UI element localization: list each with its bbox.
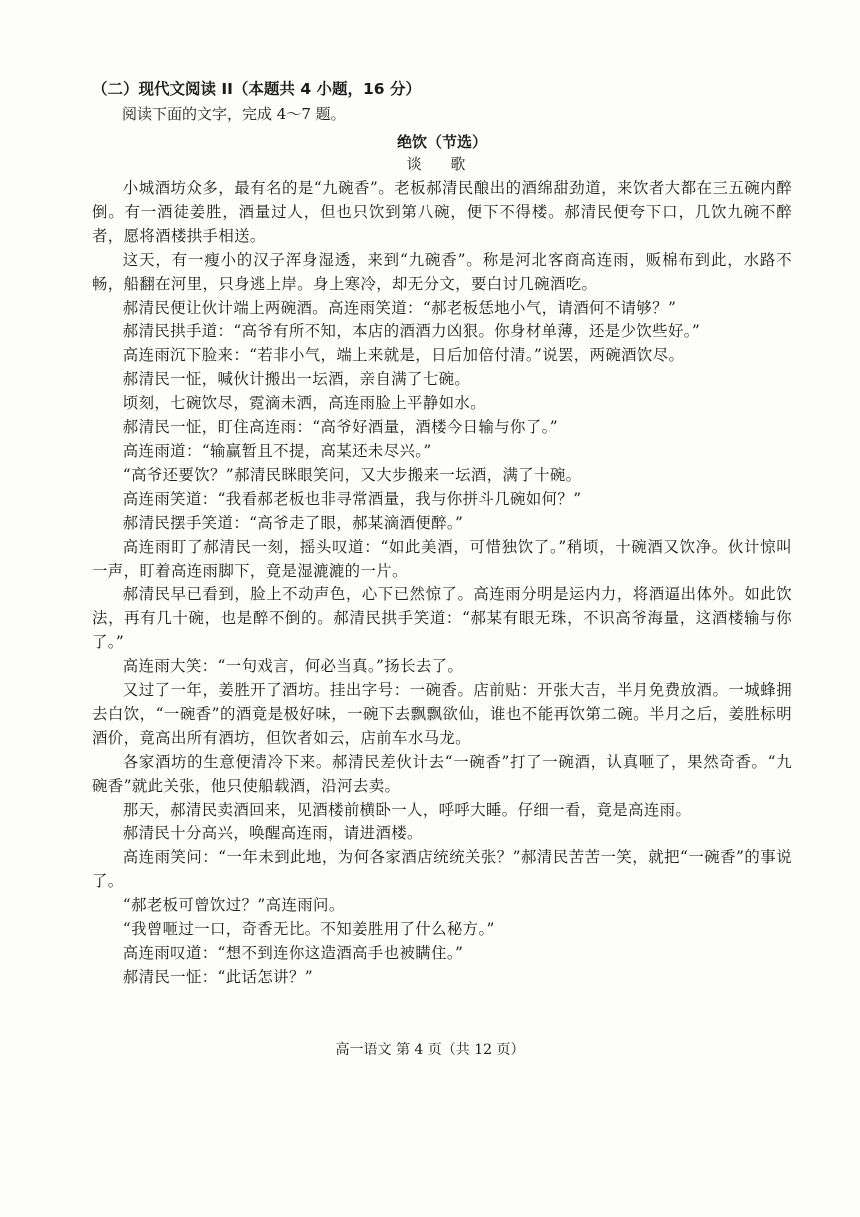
story-paragraph: 高连雨沉下脸来：“若非小气，端上来就是，日后加倍付清。”说罢，两碗酒饮尽。 [122,346,685,365]
story-paragraph: 高连雨笑问：“一年未到此地，为何各家酒店统统关张？”郝清民苦苦一笑，就把“一碗香”的事说了。 [92,848,792,891]
story-paragraph: 郝清民一怔，盯住高连雨：“高爷好酒量，酒楼今日输与你了。” [122,418,558,437]
story-paragraph: 那天，郝清民卖酒回来，见酒楼前横卧一人，呼呼大睡。仔细一看，竟是高连雨。 [122,800,692,819]
story-paragraph: 顷刻，七碗饮尽，霓滴未洒，高连雨脸上平静如水。 [122,394,486,413]
section-heading: （二）现代文阅读 II（本题共 4 小题，16 分） [92,80,421,98]
story-paragraph: 高连雨叹道：“想不到连你这造酒高手也被瞒住。” [122,944,464,962]
instruction-text: 阅读下面的文字，完成 4～7 题。 [122,105,346,123]
story-paragraph: 郝清民一怔：“此话怎讲？” [122,967,314,986]
story-paragraph: “郝老板可曾饮过？”高连雨问。 [122,896,345,915]
story-paragraph: 这天，有一瘦小的汉子浑身湿透，来到“九碗香”。称是河北客商高连雨，贩棉布到此，水路不畅，船翻在河里，只身逃上岸。身上寒冷，却无分文，要白讨几碗酒吃。 [92,250,792,293]
story-paragraph: 郝清民拱手道：“高爷有所不知，本店的酒酒力凶狠。你身材单薄，还是少饮些好。” [122,322,701,341]
page-footer: 高一语文 第 4 页（共 12 页） [335,1042,525,1058]
story-paragraph: 高连雨笑道：“我看郝老板也非寻常酒量，我与你拼斗几碗如何？” [122,489,582,508]
story-paragraph: “我曾咂过一口，奇香无比。不知姜胜用了什么秘方。” [122,920,495,939]
story-paragraph: 郝清民一怔，喊伙计搬出一坛酒，亲自满了七碗。 [122,370,471,389]
story-paragraph: 郝清民十分高兴，唤醒高连雨，请进酒楼。 [122,824,423,843]
story-paragraph: 郝清民摆手笑道：“高爷走了眼，郝某滴酒便醉。” [122,513,464,532]
story-paragraph: 小城酒坊众多，最有名的是“九碗香”。老板郝清民酿出的酒绵甜劲道，来饮者大都在三五碗内醉倒。有一酒徒姜胜，酒量过人，但也只饮到第八碗，便下不得楼。郝清民便夸下口，几饮九碗不醉者，愿将酒楼拱手相送。 [92,179,792,245]
story-paragraph: 高连雨盯了郝清民一刻，摇头叹道：“如此美酒，可惜独饮了。”稍顷，十碗酒又饮净。伙计惊叫一声，盯着高连雨脚下，竟是湿漉漉的一片。 [92,537,792,580]
story-paragraph: 郝清民早已看到，脸上不动声色，心下已然惊了。高连雨分明是运内力，将酒逼出体外。如此饮法，再有几十碗，也是醉不倒的。郝清民拱手笑道：“郝某有眼无珠，不识高爷海量，这酒楼输与你了。” [92,585,792,652]
story-paragraph: 高连雨道：“输赢暂且不提，高某还未尽兴。” [122,441,432,460]
story-title: 绝饮（节选） [396,133,487,151]
story-paragraph: 各家酒坊的生意便清冷下来。郝清民差伙计去“一碗香”打了一碗酒，认真咂了，果然奇香。“九碗香”就此关张，他只使船载酒，沿河去卖。 [92,752,792,795]
story-paragraph: 郝清民便让伙计端上两碗酒。高连雨笑道：“郝老板恁地小气，请酒何不请够？” [122,298,677,317]
story-paragraph: 又过了一年，姜胜开了酒坊。挂出字号：一碗香。店前贴：开张大吉，半月免费放酒。一城蜂拥去白饮，“一碗香”的酒竟是极好味，一碗下去飘飘欲仙，谁也不能再饮第二碗。半月之后，姜胜标明酒价，竟高出所有酒坊，但饮者如云，店前车水马龙。 [92,681,792,747]
page-content [92,78,792,990]
story-paragraph: 高连雨大笑：“一句戏言，何必当真。”扬长去了。 [122,657,464,676]
story-paragraph: “高爷还要饮？”郝清民眯眼笑问，又大步搬来一坛酒，满了十碗。 [122,465,582,484]
story-author: 谈 歌 [406,155,478,173]
